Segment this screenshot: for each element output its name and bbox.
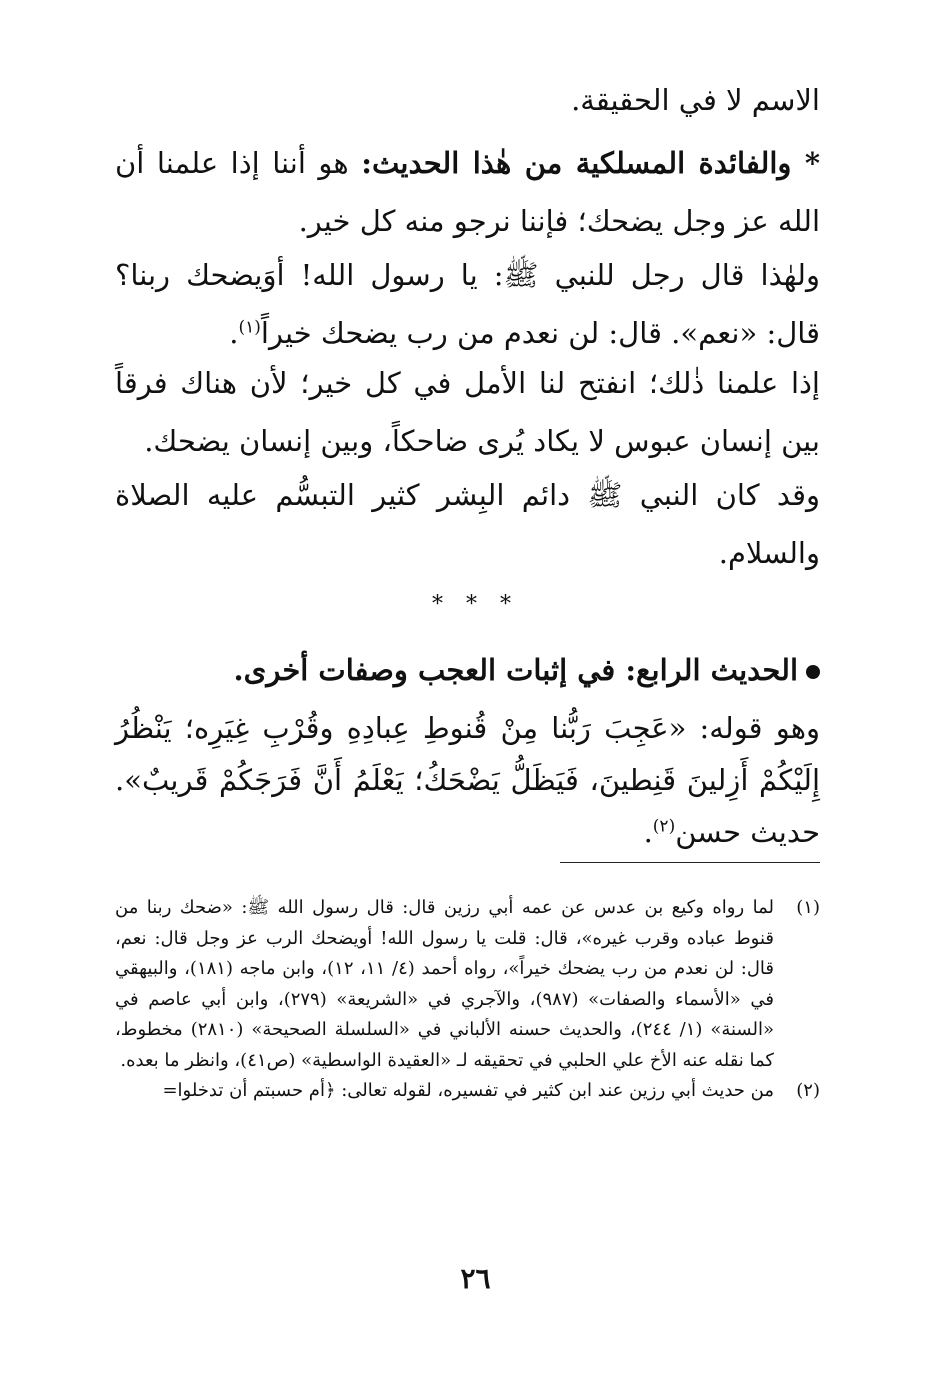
question-paragraph: [115, 246, 820, 362]
question-end: .: [229, 316, 239, 350]
continuation-paragraph: [115, 71, 820, 129]
section-heading: [115, 641, 820, 699]
footnote-2: [115, 1076, 820, 1107]
section-separator: * * *: [432, 592, 519, 617]
footnote-ref-1[interactable]: (١): [238, 317, 261, 338]
footnote-ref-2[interactable]: (٢): [652, 816, 676, 837]
hadith-grade: حديث حسن: [675, 815, 820, 849]
continuation-line: الاسم لا في الحقيقة.: [571, 83, 820, 117]
question-text: ولهٰذا قال رجل للنبي ﷺ: يا رسول الله! أوَيضحك ربنا؟ قال: «نعم». قال: لن نعدم من رب يضحك خيراً: [115, 258, 820, 350]
cheerful-text: وقد كان النبي ﷺ دائم البِشر كثير التبسُّم عليه الصلاة والسلام.: [115, 478, 820, 570]
page-number: ٢٦: [460, 1262, 491, 1295]
bullet-icon: [806, 665, 820, 679]
footnote-divider: [560, 862, 820, 863]
hope-text: إذا علمنا ذٰلك؛ انفتح لنا الأمل في كل خير؛ لأن هناك فرقاً بين إنسان عبوس لا يكاد يُرى ضاحكاً، وبين إنسان يضحك.: [115, 366, 820, 458]
benefit-paragraph: [115, 134, 820, 250]
cheerful-paragraph: [115, 466, 820, 582]
footnote-1: [115, 893, 820, 1076]
hadith-paragraph: [115, 702, 820, 858]
footnote-number: (٢): [796, 1080, 820, 1101]
heading-text: الحديث الرابع: في إثبات العجب وصفات أخرى.: [233, 653, 798, 687]
footnotes: [115, 893, 820, 1107]
grade-end: .: [643, 815, 653, 849]
footnote-text: من حديث أبي رزين عند ابن كثير في تفسيره، لقوله تعالى: ﴿أم حسبتم أن تدخلوا=: [162, 1080, 774, 1101]
hope-paragraph: [115, 354, 820, 470]
benefit-text: هو أننا إذا علمنا أن الله عز وجل يضحك؛ فإننا نرجو منه كل خير.: [115, 146, 820, 238]
benefit-label: * والفائدة المسلكية من هٰذا الحديث:: [361, 146, 820, 180]
footnote-text: لما رواه وكيع بن عدس عن عمه أبي رزين قال: قال رسول الله ﷺ: «ضحك ربنا من قنوط عباده وقرب غيره»، قال: قلت يا رسول الله! أويضحك الرب عز وجل قال: نعم، قال: لن نعدم من رب يضحك خيراً»، رواه أحمد (٤/ ١١، ١٢)، وابن ماجه (١٨١)، والبيهقي في «الأسماء والصفات» (٩٨٧)، والآجري في «الشريعة» (٢٧٩)، وابن أبي عاصم في «السنة» (١/ ٢٤٤)، والحديث حسنه الألباني في «السلسلة الصحيحة» (٢٨١٠) مخطوط، كما نقله عنه الأخ علي الحلبي في تحقيقه لـ «العقيدة الواسطية» (ص٤١)، وانظر ما بعده.: [115, 897, 775, 1071]
footnote-number: (١): [796, 897, 820, 918]
hadith-text: وهو قوله: «عَجِبَ رَبُّنا مِنْ قُنوطِ عِبادِهِ وقُرْبِ غِيَرِه؛ يَنْظُرُ إِلَيْكُمْ أَزِلينَ قَنِطينَ، فَيَظَلُّ يَضْحَكُ؛ يَعْلَمُ أَنَّ فَرَجَكُمْ قَريبٌ».: [115, 711, 820, 797]
